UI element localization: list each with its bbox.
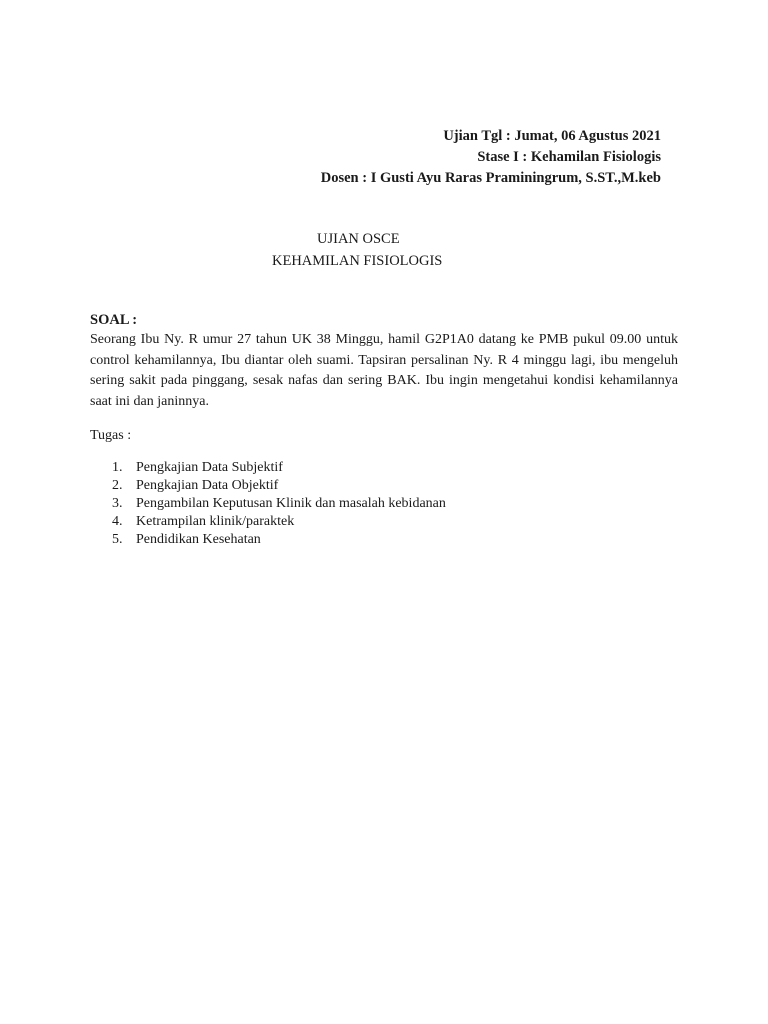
stase-line: Stase I : Kehamilan Fisiologis (477, 149, 661, 165)
task-text: Pengkajian Data Subjektif (136, 460, 283, 475)
task-text: Pendidikan Kesehatan (136, 532, 261, 547)
title-line-1: UJIAN OSCE (317, 231, 400, 247)
lecturer-line: Dosen : I Gusti Ayu Raras Praminingrum, S.ST.,M.keb (320, 170, 661, 186)
tugas-label: Tugas : (90, 428, 132, 443)
task-text: Ketrampilan klinik/paraktek (136, 514, 295, 529)
task-number: 2. (112, 478, 123, 493)
title-line-2: KEHAMILAN FISIOLOGIS (272, 253, 443, 269)
task-text: Pengkajian Data Objektif (136, 478, 279, 493)
task-number: 1. (112, 460, 123, 475)
exam-header (321, 126, 661, 189)
task-text: Pengambilan Keputusan Klinik dan masalah kebidanan (136, 496, 446, 511)
soal-body: Seorang Ibu Ny. R umur 27 tahun UK 38 Minggu, hamil G2P1A0 datang ke PMB pukul 09.00 untuk control kehamilannya, Ibu diantar oleh suami. Tapsiran persalinan Ny. R 4 minggu lagi, ibu mengeluh sering sakit pada pinggang, sesak nafas dan sering BAK. Ibu ingin mengetahui kondisi kehamilannya saat ini dan janinnya. (90, 332, 678, 409)
task-number: 4. (112, 514, 123, 529)
exam-date: Ujian Tgl : Jumat, 06 Agustus 2021 (443, 128, 661, 144)
task-number: 5. (112, 532, 123, 547)
task-number: 3. (112, 496, 123, 511)
soal-heading: SOAL : (90, 312, 138, 328)
